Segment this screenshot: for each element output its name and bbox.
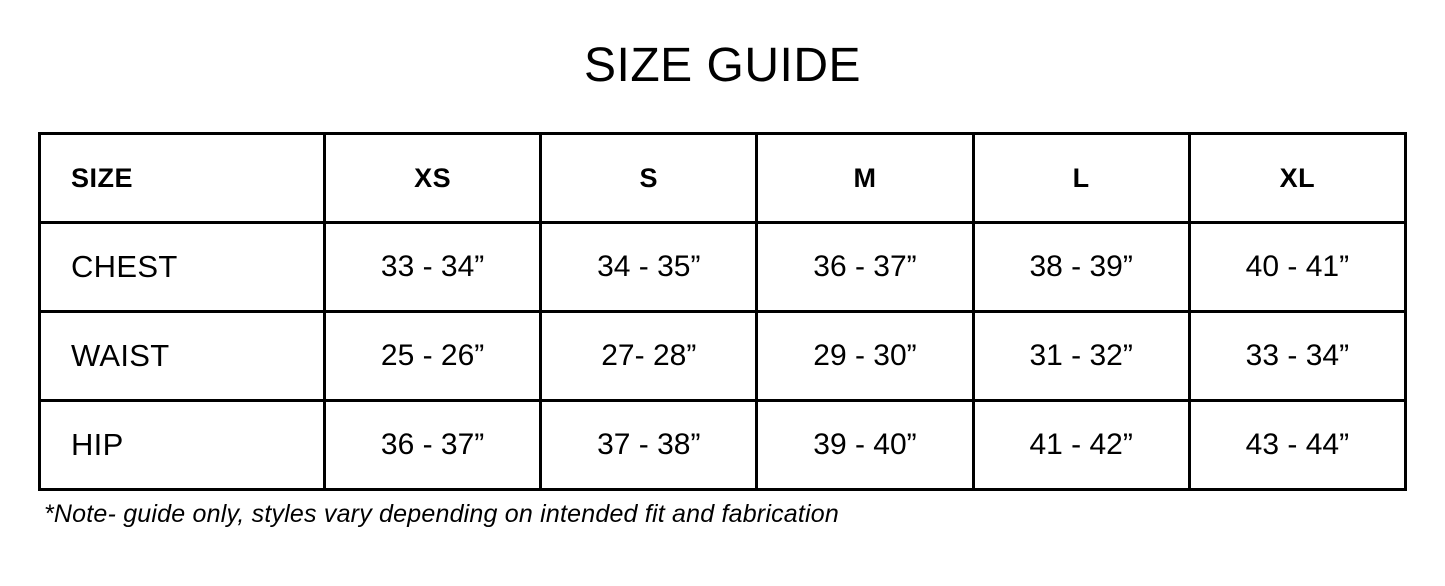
cell-hip-xl: 43 - 44” <box>1189 401 1405 490</box>
cell-hip-s: 37 - 38” <box>541 401 757 490</box>
table-row <box>40 312 1406 401</box>
column-header-m: M <box>757 134 973 223</box>
column-header-l: L <box>973 134 1189 223</box>
column-header-s: S <box>541 134 757 223</box>
table-row <box>40 401 1406 490</box>
page-title: SIZE GUIDE <box>583 39 862 92</box>
column-header-xs: XS <box>325 134 541 223</box>
row-label-hip: HIP <box>40 401 325 490</box>
table-header-row <box>40 134 1406 223</box>
table-header <box>40 134 1406 223</box>
cell-chest-m: 36 - 37” <box>757 223 973 312</box>
column-header-size: SIZE <box>40 134 325 223</box>
cell-chest-xs: 33 - 34” <box>325 223 541 312</box>
table-row <box>40 223 1406 312</box>
cell-waist-m: 29 - 30” <box>757 312 973 401</box>
cell-waist-s: 27- 28” <box>541 312 757 401</box>
row-label-chest: CHEST <box>40 223 325 312</box>
cell-hip-l: 41 - 42” <box>973 401 1189 490</box>
cell-waist-l: 31 - 32” <box>973 312 1189 401</box>
cell-waist-xl: 33 - 34” <box>1189 312 1405 401</box>
size-table-container <box>38 132 1407 491</box>
cell-chest-xl: 40 - 41” <box>1189 223 1405 312</box>
size-table <box>38 132 1407 491</box>
footnote: *Note- guide only, styles vary depending on intended fit and fabrication <box>44 500 839 528</box>
cell-chest-l: 38 - 39” <box>973 223 1189 312</box>
cell-chest-s: 34 - 35” <box>541 223 757 312</box>
cell-hip-m: 39 - 40” <box>757 401 973 490</box>
column-header-xl: XL <box>1189 134 1405 223</box>
table-body <box>40 223 1406 490</box>
row-label-waist: WAIST <box>40 312 325 401</box>
cell-hip-xs: 36 - 37” <box>325 401 541 490</box>
cell-waist-xs: 25 - 26” <box>325 312 541 401</box>
